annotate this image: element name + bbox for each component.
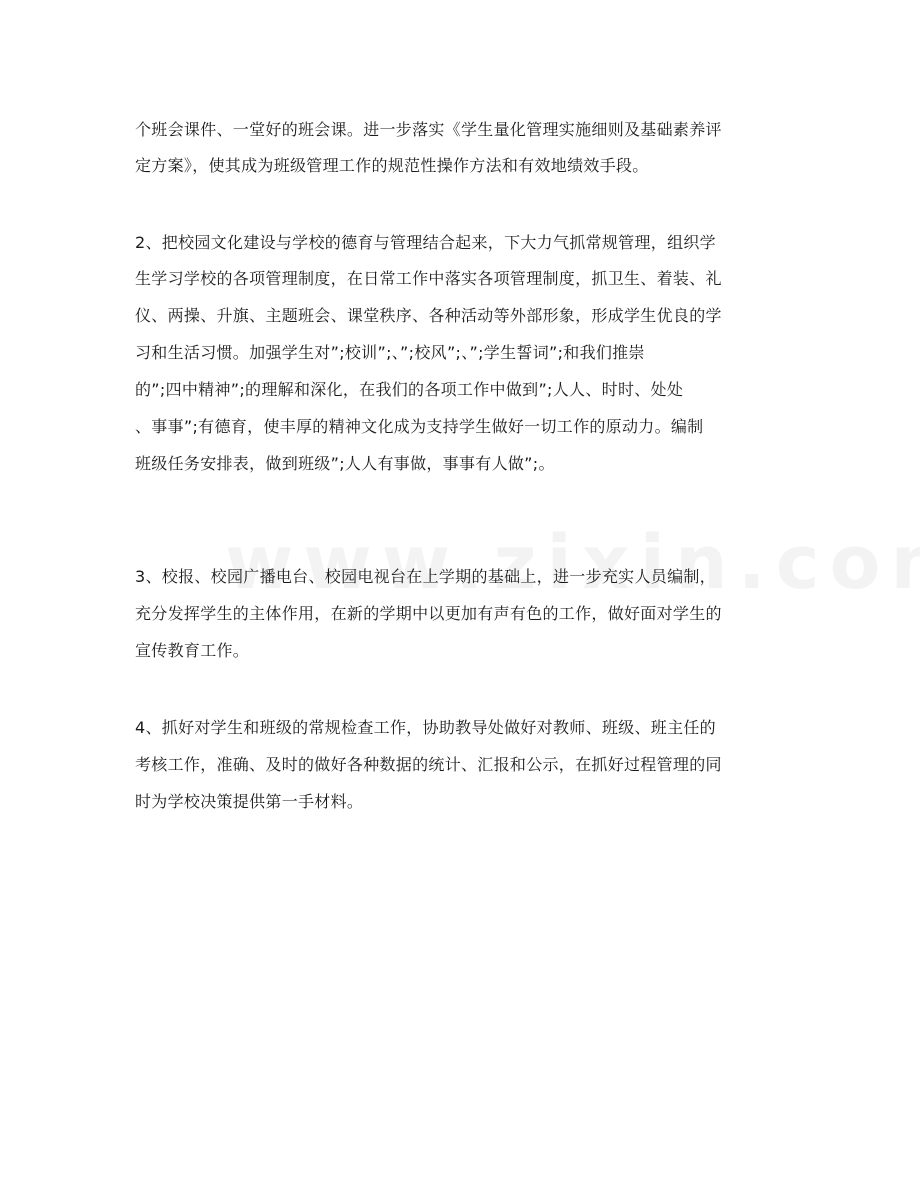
paragraph-3-line-2: 充分发挥学生的主体作用，在新的学期中以更加有声有色的工作，做好面对学生的 [135,604,722,623]
paragraph-2-line-2: 生学习学校的各项管理制度，在日常工作中落实各项管理制度，抓卫生、着装、礼 [135,269,722,288]
paragraph-2-line-5: 的”;四中精神”;的理解和深化，在我们的各项工作中做到”;人人、时时、处处 [135,380,684,399]
paragraph-2-line-4: 习和生活习惯。加强学生对”;校训”;、”;校风”;、”;学生誓词”;和我们推崇 [135,343,645,362]
paragraph-2-line-6: 、事事”;有德育，使丰厚的精神文化成为支持学生做好一切工作的原动力。编制 [135,417,704,436]
watermark [225,520,920,606]
paragraph-3-line-3: 宣传教育工作。 [135,641,250,660]
paragraph-2-line-1: 2、把校园文化建设与学校的德育与管理结合起来，下大力气抓常规管理，组织学 [135,233,716,252]
paragraph-4-line-3: 时为学校决策提供第一手材料。 [135,792,364,811]
paragraph-2-line-7: 班级任务安排表，做到班级”;人人有事做，事事有人做”;。 [135,454,555,473]
paragraph-1-line-1: 个班会课件、一堂好的班会课。进一步落实《学生量化管理实施细则及基础素养评 [135,120,722,139]
paragraph-3-line-1: 3、校报、校园广播电台、校园电视台在上学期的基础上，进一步充实人员编制， [135,567,716,586]
paragraph-4-line-2: 考核工作，准确、及时的做好各种数据的统计、汇报和公示，在抓好过程管理的同 [135,755,722,774]
paragraph-2-line-3: 仪、两操、升旗、主题班会、课堂秩序、各种活动等外部形象，形成学生优良的学 [135,306,722,325]
paragraph-1-line-2: 定方案》，使其成为班级管理工作的规范性操作方法和有效地绩效手段。 [135,156,649,175]
paragraph-4-line-1: 4、抓好对学生和班级的常规检查工作，协助教导处做好对教师、班级、班主任的 [135,718,716,737]
